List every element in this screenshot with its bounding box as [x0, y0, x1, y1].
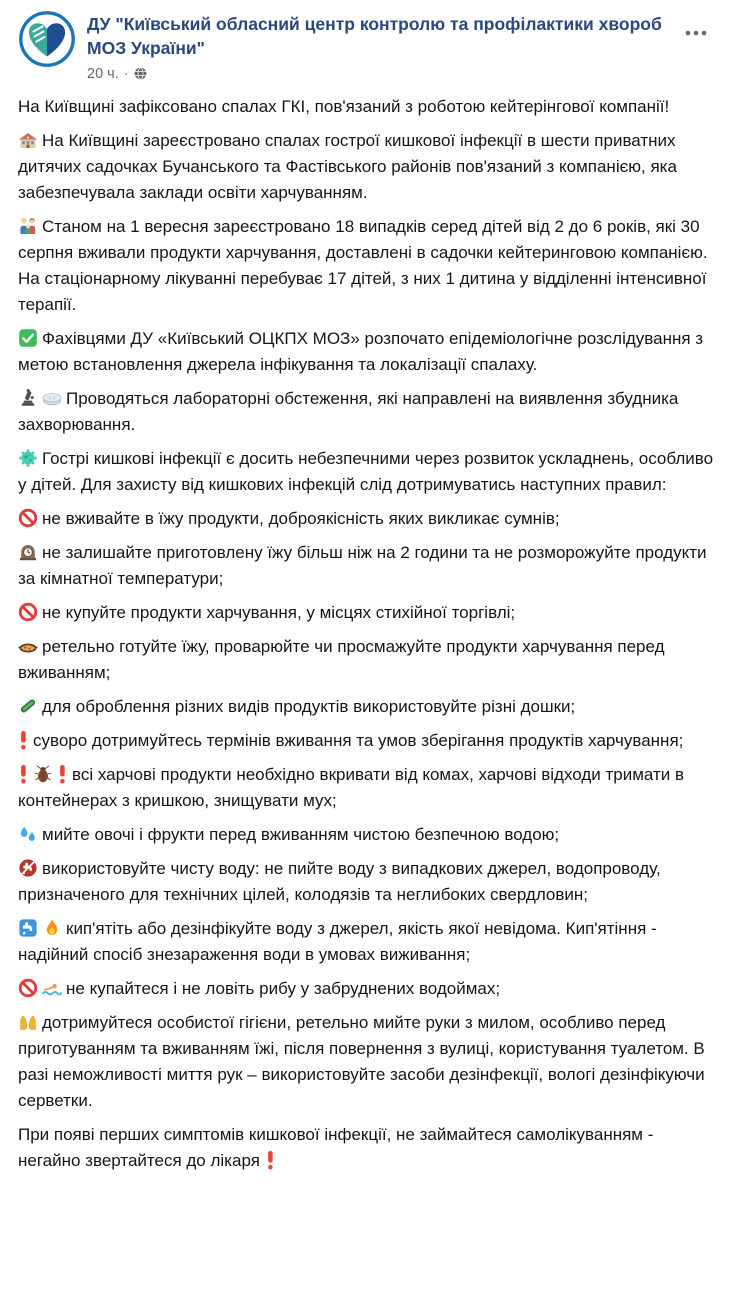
org-logo-icon — [18, 10, 76, 68]
post-paragraph — [18, 1010, 716, 1114]
paragraph-text: Гострі кишкові інфекції є досить небезпечними через розвиток ускладнень, особливо у дітей. Для захисту від кишкових інфекцій слід дотримуватись наступних правил: — [18, 448, 714, 494]
check-icon — [18, 328, 38, 348]
post-paragraph — [18, 326, 716, 378]
paragraph-text: не купуйте продукти харчування, у місцях стихійної торгівлі; — [42, 602, 516, 622]
microbe-icon — [18, 448, 38, 468]
prohibited-icon — [18, 508, 38, 528]
paragraph-text: Фахівцями ДУ «Київський ОЦКПХ МОЗ» розпочато епідеміологічне розслідування з метою встановлення джерела інфікування та локалізації спалаху. — [18, 328, 704, 374]
paragraph-text: не купайтеся і не ловіть рибу у забруднених водоймах; — [66, 978, 501, 998]
post-paragraph — [18, 694, 716, 720]
droplets-icon — [18, 824, 38, 844]
prohibited-icon — [18, 602, 38, 622]
globe-icon — [134, 67, 147, 80]
timestamp[interactable]: 20 ч. — [87, 65, 119, 82]
post-paragraph — [18, 94, 716, 120]
pan-icon — [18, 636, 38, 656]
paragraph-text: При появі перших симптомів кишкової інфекції, не займайтеся самолікуванням - негайно звертайтеся до лікаря — [18, 1124, 654, 1170]
paragraph-text: всі харчові продукти необхідно вкривати від комах, харчові відходи тримати в контейнерах з кришкою, знищувати мух; — [18, 764, 685, 810]
paragraph-text: мийте овочі і фрукти перед вживанням чистою безпечною водою; — [42, 824, 560, 844]
potable-water-icon — [18, 918, 38, 938]
meta-separator: · — [123, 65, 129, 82]
exclamation-icon — [57, 764, 68, 784]
page-name[interactable]: ДУ "Київський обласний центр контролю та профілактики хвороб МОЗ України" — [87, 14, 662, 58]
post-paragraph — [18, 634, 716, 686]
paragraph-text: Станом на 1 вересня зареєстровано 18 випадків серед дітей від 2 до 6 років, які 30 серпня вживали продукти харчування, доставлені в садочки кейтеринговою компанією. На стаціонарному лікуванні перебуває 17 дітей, з них 1 дитина у відділенні інтенсивної терапії. — [18, 216, 708, 314]
exclamation-icon — [18, 764, 29, 784]
clock-icon — [18, 542, 38, 562]
post-meta — [87, 66, 716, 82]
exclamation-icon — [18, 730, 29, 750]
cockroach-icon — [33, 764, 53, 784]
paragraph-text: не вживайте в їжу продукти, доброякісність яких викликає сумнів; — [42, 508, 560, 528]
paragraph-text: кип'ятіть або дезінфікуйте воду з джерел, якість якої невідома. Кип'ятіння - надійний спосіб знезараження води в умовах виживання; — [18, 918, 657, 964]
post-paragraph — [18, 214, 716, 318]
header-text — [87, 10, 716, 82]
exclamation-icon — [265, 1150, 276, 1170]
post-paragraph — [18, 446, 716, 498]
ellipsis-icon — [684, 23, 708, 40]
paragraph-text: На Київщині зареєстровано спалах гострої кишкової інфекції в шести приватних дитячих садочках Бучанського та Фастівського районів пов'язаний з компанією, яка забезпечувала заклади освіти харчуванням. — [18, 130, 677, 202]
family-icon — [18, 216, 38, 236]
post-paragraph — [18, 762, 716, 814]
post-header — [18, 10, 716, 82]
microscope-icon — [18, 388, 38, 408]
paragraph-text: На Київщині зафіксовано спалах ГКІ, пов'язаний з роботою кейтерінгової компанії! — [18, 96, 670, 116]
post-paragraph — [18, 540, 716, 592]
non-potable-water-icon — [18, 858, 38, 878]
paragraph-text: ретельно готуйте їжу, проварюйте чи просмажуйте продукти харчування перед вживанням; — [18, 636, 665, 682]
prohibited-icon — [18, 978, 38, 998]
post-paragraph — [18, 386, 716, 438]
petri-dish-icon — [42, 388, 62, 408]
post-paragraph — [18, 728, 716, 754]
post-paragraph — [18, 856, 716, 908]
paragraph-text: використовуйте чисту воду: не пийте воду з випадкових джерел, водопроводу, призначеного для технічних цілей, колодязів та неглибоких свердловин; — [18, 858, 661, 904]
fire-icon — [42, 918, 62, 938]
paragraph-text: не залишайте приготовлену їжу більш ніж на 2 години та не розморожуйте продукти за кімнатної температури; — [18, 542, 707, 588]
school-icon — [18, 130, 38, 150]
post-paragraph — [18, 506, 716, 532]
post-paragraph — [18, 1122, 716, 1174]
post-menu-button[interactable] — [678, 24, 714, 42]
post-paragraph — [18, 916, 716, 968]
swimmer-icon — [42, 978, 62, 998]
post-paragraph — [18, 600, 716, 626]
paragraph-text: Проводяться лабораторні обстеження, які направлені на виявлення збудника захворювання. — [18, 388, 679, 434]
post-paragraph — [18, 976, 716, 1002]
paragraph-text: для оброблення різних видів продуктів використовуйте різні дошки; — [42, 696, 576, 716]
cucumber-icon — [18, 696, 38, 716]
paragraph-text: суворо дотримуйтесь термінів вживання та умов зберігання продуктів харчування; — [33, 730, 684, 750]
paragraph-text: дотримуйтеся особистої гігієни, ретельно мийте руки з милом, особливо перед приготуванням та вживанням їжі, після повернення з вулиці, користування туалетом. В разі неможливості миття рук – використовуйте засоби дезінфекції, вологі дезінфікуючи серветки. — [18, 1012, 705, 1110]
post-paragraph — [18, 822, 716, 848]
open-hands-icon — [18, 1012, 38, 1032]
avatar[interactable] — [18, 10, 76, 68]
post-paragraph — [18, 128, 716, 206]
post-body — [18, 94, 716, 1174]
